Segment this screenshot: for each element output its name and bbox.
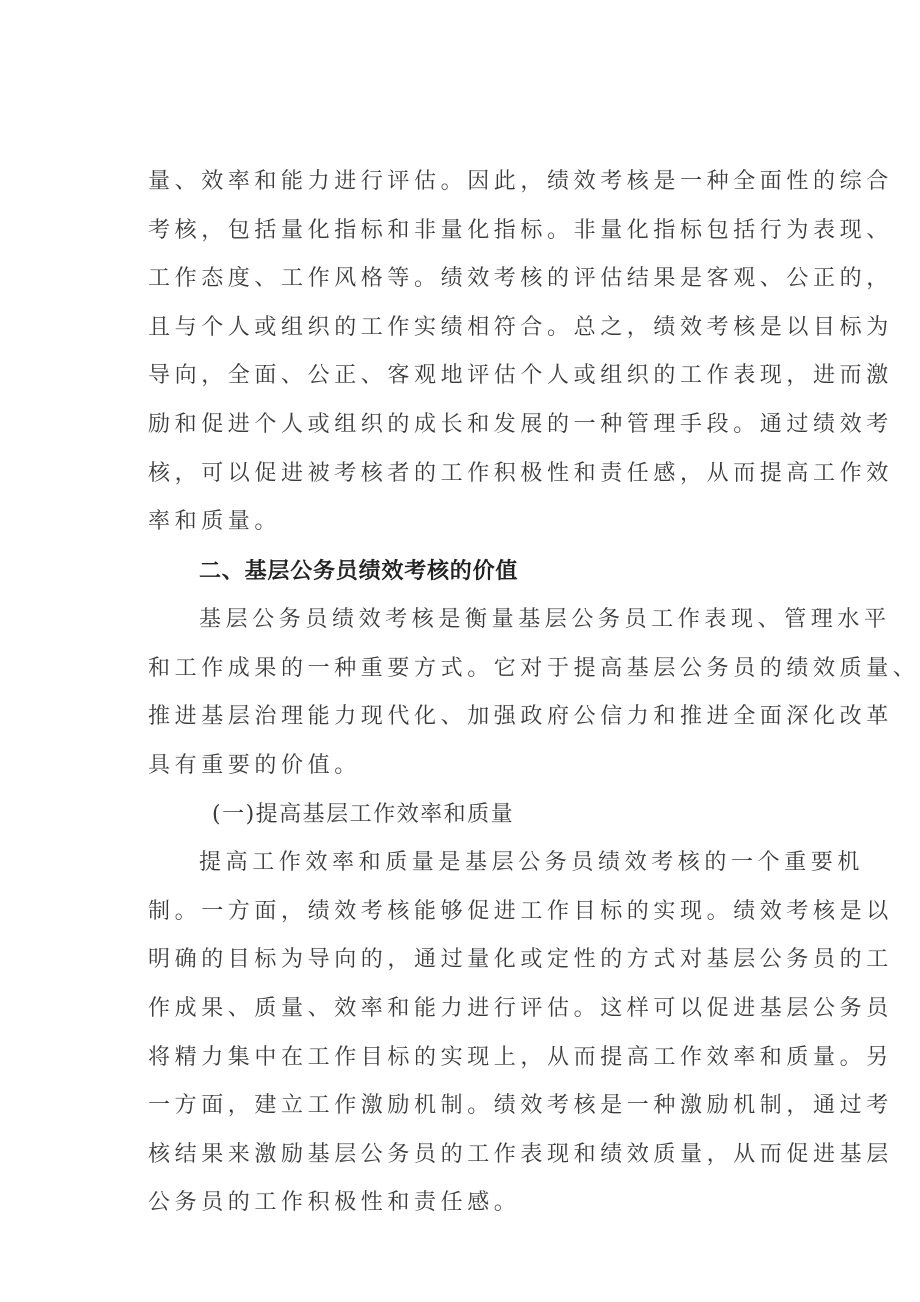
text-line: 一方面，建立工作激励机制。绩效考核是一种激励机制，通过考 <box>148 1093 893 1119</box>
text-line: 和工作成果的一种重要方式。它对于提高基层公务员的绩效质量、 <box>148 655 920 681</box>
text-line: 核，可以促进被考核者的工作积极性和责任感，从而提高工作效 <box>148 460 893 486</box>
paragraph-efficiency-quality <box>148 839 893 1228</box>
text-line: 量、效率和能力进行评估。因此，绩效考核是一种全面性的综合 <box>148 169 893 194</box>
text-line: 基层公务员绩效考核是衡量基层公务员工作表现、管理水平 <box>199 607 891 633</box>
document-body <box>148 158 920 1228</box>
text-line: 具有重要的价值。 <box>148 753 361 779</box>
text-line: 公务员的工作积极性和责任感。 <box>148 1190 521 1216</box>
text-line: 推进基层治理能力现代化、加强政府公信力和推进全面深化改革 <box>148 704 893 730</box>
text-line: 核结果来激励基层公务员的工作表现和绩效质量，从而促进基层 <box>148 1141 893 1167</box>
text-line: 工作态度、工作风格等。绩效考核的评估结果是客观、公正的， <box>148 266 893 292</box>
text-line: 提高工作效率和质量是基层公务员绩效考核的一个重要机 <box>199 850 865 876</box>
text-line: 励和促进个人或组织的成长和发展的一种管理手段。通过绩效考 <box>148 411 893 437</box>
section-heading: 二、基层公务员绩效考核的价值 <box>199 559 519 585</box>
paragraph-performance-assessment <box>148 158 893 547</box>
text-line: 且与个人或组织的工作实绩相符合。总之，绩效考核是以目标为 <box>148 314 893 340</box>
text-line: 将精力集中在工作目标的实现上，从而提高工作效率和质量。另 <box>148 1044 893 1070</box>
paragraph-value-intro <box>148 596 920 790</box>
text-line: 率和质量。 <box>148 509 282 535</box>
text-line: 考核，包括量化指标和非量化指标。非量化指标包括行为表现、 <box>148 217 893 243</box>
text-line: 明确的目标为导向的，通过量化或定性的方式对基层公务员的工 <box>148 947 893 973</box>
text-line: 导向，全面、公正、客观地评估个人或组织的工作表现，进而激 <box>148 363 893 389</box>
text-line: 作成果、质量、效率和能力进行评估。这样可以促进基层公务员 <box>148 996 893 1021</box>
text-line: 制。一方面，绩效考核能够促进工作目标的实现。绩效考核是以 <box>148 898 893 924</box>
subsection-heading: (一)提高基层工作效率和质量 <box>212 801 515 827</box>
